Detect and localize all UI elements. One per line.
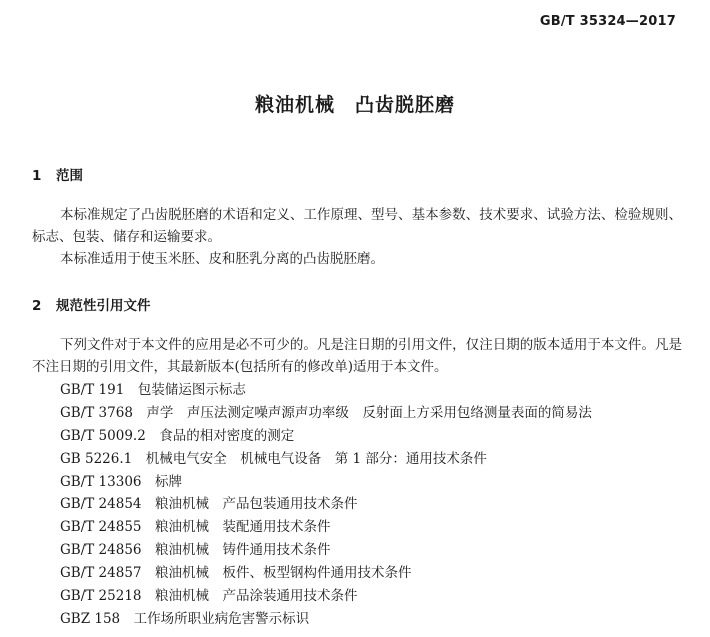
section-number: 1 <box>32 168 42 184</box>
reference-item <box>60 402 592 425</box>
reference-item <box>60 539 592 562</box>
reference-code: GB 5226.1 <box>60 450 133 467</box>
normative-reference-list <box>60 379 592 631</box>
section-title: 规范性引用文件 <box>56 298 151 314</box>
standard-number: GB/T 35324—2017 <box>539 14 676 29</box>
section-2-heading <box>32 294 151 314</box>
reference-code: GB/T 5009.2 <box>60 427 146 444</box>
reference-code: GB/T 24856 <box>60 542 142 559</box>
reference-item <box>60 493 592 516</box>
reference-title: 粮油机械 产品涂装通用技术条件 <box>155 588 358 605</box>
reference-item <box>60 448 592 471</box>
reference-title: 声学 声压法测定噪声源声功率级 反射面上方采用包络测量表面的简易法 <box>146 404 592 421</box>
section-1-heading <box>32 164 83 184</box>
reference-code: GB/T 191 <box>60 382 125 398</box>
reference-title: 包装储运图示标志 <box>137 382 246 398</box>
reference-title: 粮油机械 铸件通用技术条件 <box>155 542 331 559</box>
section-1-paragraph-1: 本标准规定了凸齿脱胚磨的术语和定义、工作原理、型号、基本参数、技术要求、试验方法、检验规则、标志、包装、储存和运输要求。 <box>32 207 682 245</box>
reference-code: GB/T 24857 <box>60 565 142 582</box>
reference-title: 粮油机械 产品包装通用技术条件 <box>155 496 358 513</box>
reference-item <box>60 425 592 448</box>
reference-item <box>60 471 592 494</box>
reference-code: GBZ 158 <box>60 610 121 627</box>
reference-code: GB/T 24854 <box>60 496 142 513</box>
section-number: 2 <box>32 298 42 314</box>
reference-code: GB/T 13306 <box>60 473 142 490</box>
reference-item <box>60 608 592 631</box>
reference-item <box>60 585 592 608</box>
reference-item <box>60 516 592 539</box>
section-2-paragraph-1: 下列文件对于本文件的应用是必不可少的。凡是注日期的引用文件，仅注日期的版本适用于本文件。凡是不注日期的引用文件，其最新版本(包括所有的修改单)适用于本文件。 <box>32 337 682 375</box>
reference-item <box>60 379 592 402</box>
reference-title: 工作场所职业病危害警示标识 <box>133 610 310 627</box>
reference-title: 食品的相对密度的测定 <box>159 427 295 444</box>
section-1-paragraph-2: 本标准适用于使玉米胚、皮和胚乳分离的凸齿脱胚磨。 <box>60 251 384 267</box>
reference-code: GB/T 24855 <box>60 519 142 536</box>
reference-code: GB/T 3768 <box>60 404 133 421</box>
reference-code: GB/T 25218 <box>60 588 142 605</box>
reference-title: 标牌 <box>155 473 182 490</box>
reference-title: 机械电气安全 机械电气设备 第 1 部分：通用技术条件 <box>145 450 487 467</box>
reference-item <box>60 562 592 585</box>
document-title: 粮油机械 凸齿脱胚磨 <box>254 94 455 116</box>
reference-title: 粮油机械 装配通用技术条件 <box>155 519 331 536</box>
reference-title: 粮油机械 板件、板型钢构件通用技术条件 <box>155 565 412 582</box>
section-title: 范围 <box>56 168 83 184</box>
